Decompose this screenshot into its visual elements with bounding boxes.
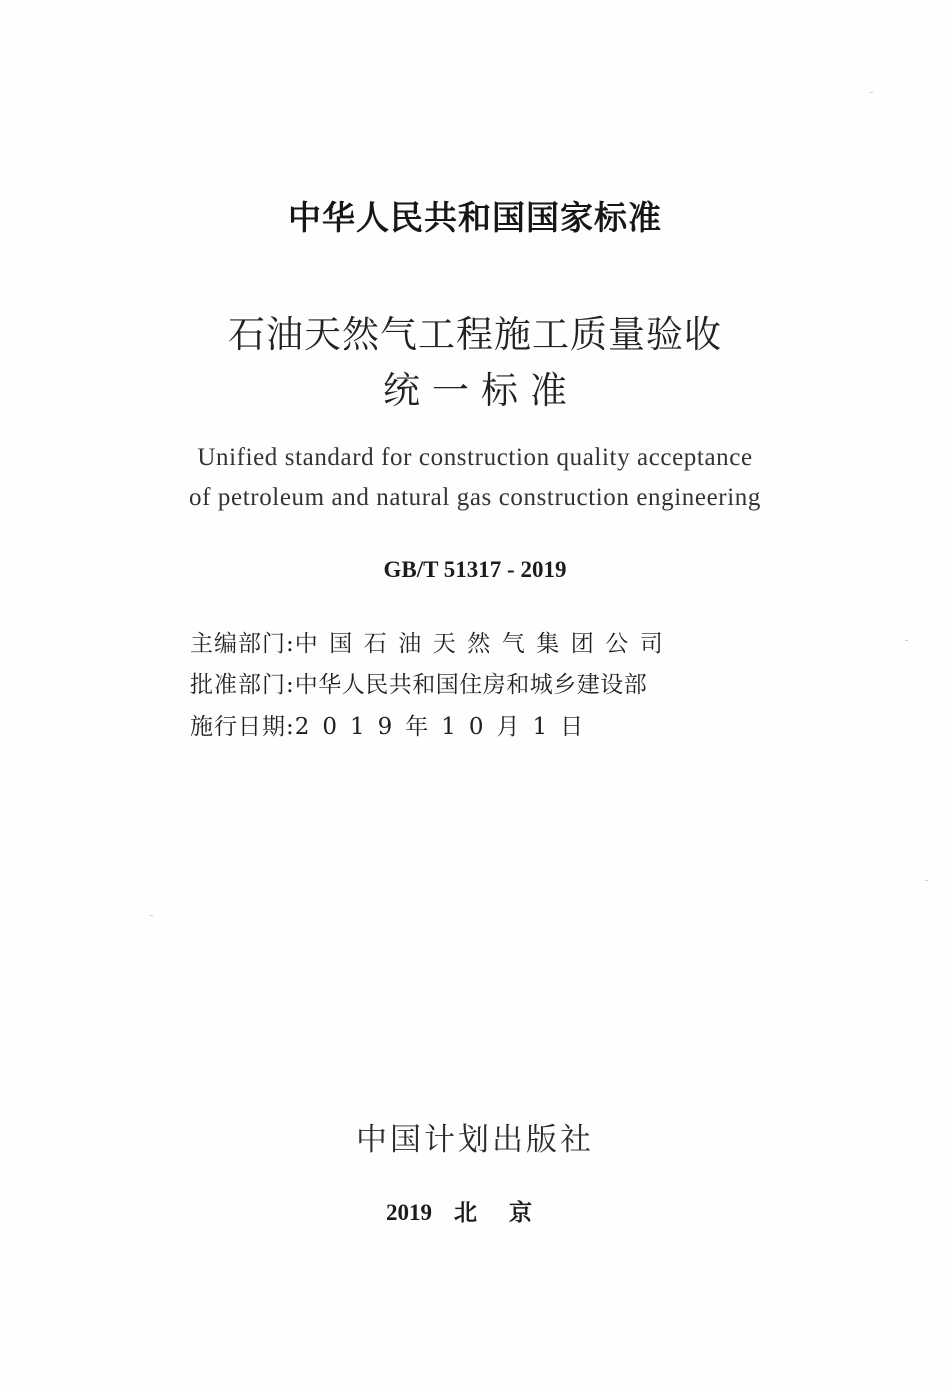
title-english-line2: of petroleum and natural gas construction engineering: [189, 484, 761, 511]
effective-date-value: 2019年10月1日: [294, 714, 597, 740]
publication-city: 北京: [454, 1200, 564, 1226]
title-chinese-line1: 石油天然气工程施工质量验收: [228, 313, 722, 356]
effective-date-row: [190, 708, 730, 741]
publication-year-city: [0, 1194, 950, 1227]
scan-speck: [150, 915, 153, 916]
editor-department-row: [190, 625, 730, 658]
approver-department-label: 批准部门:: [190, 672, 295, 698]
title-english-line1: Unified standard for construction quality acceptance: [197, 444, 753, 471]
approver-department-row: [190, 666, 730, 699]
editor-department-label: 主编部门:: [190, 631, 295, 657]
approver-department-value: 中华人民共和国住房和城乡建设部: [294, 672, 648, 698]
effective-date-label: 施行日期:: [190, 714, 295, 740]
publication-year: 2019: [386, 1200, 432, 1225]
scan-speck: [905, 640, 908, 641]
national-standard-heading: 中华人民共和国国家标准: [288, 198, 662, 237]
title-chinese-line2: 统一标准: [383, 369, 579, 412]
editor-department-value: 中国石油天然气集团公司: [294, 631, 675, 657]
scan-speck: [870, 92, 873, 93]
standard-code: GB/T 51317 - 2019: [383, 557, 567, 582]
scan-speck: [925, 880, 928, 881]
publisher-name: 中国计划出版社: [356, 1122, 594, 1158]
